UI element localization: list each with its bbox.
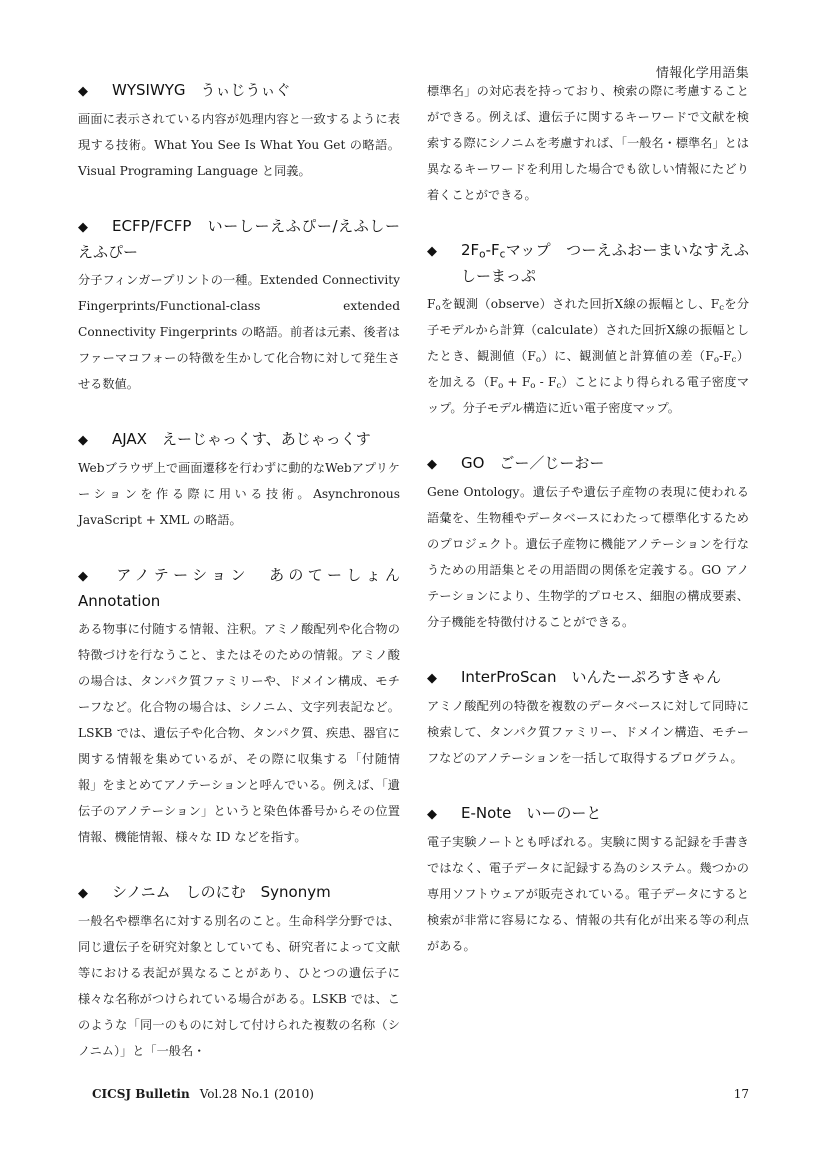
right-column (427, 78, 749, 989)
entry-body: $F_o$を観測（observe）された回折X線の振幅とし、$F_c$を分子モデルから計算（calculate）された回折X線の振幅としたとき、観測値$(F_o)$に、観測値と計算値の差$(F_o-F_c)$を加える$(F_o + F_o - F_c)$ことにより得られる電子密度マップ。分子モデル構造に近い電子密度マップ。 (427, 297, 750, 415)
diamond-bullet-icon: ◆ (427, 671, 437, 686)
entry-heading-text: $2F_o-F_c$マップ つーえふおーまいなすえふしーまっぷ (461, 241, 749, 285)
entry-heading (78, 427, 400, 453)
entry-heading (78, 214, 400, 265)
page-header-title: 情報化学用語集 (655, 66, 749, 81)
glossary-entry (78, 78, 400, 184)
entry-heading (427, 801, 749, 827)
diamond-bullet-icon: ◆ (78, 886, 88, 901)
entry-heading-text: InterProScan いんたーぷろすきゃん (461, 668, 722, 686)
entry-heading (78, 78, 400, 104)
glossary-entry (427, 238, 749, 421)
entry-body: 画面に表示されている内容が処理内容と一致するように表現する技術。What You See Is What You Get の略語。Visual Programing Language と同義。 (78, 112, 400, 178)
footer-page-number: 17 (733, 1087, 749, 1101)
footer-citation (92, 1087, 314, 1101)
diamond-bullet-icon: ◆ (427, 457, 437, 472)
entry-body: Gene Ontology。遺伝子や遺伝子産物の表現に使われる語彙を、生物種やデータベースにわたって標準化するためのプロジェクト。遺伝子産物に機能アノテーションを行なうための用語集とその用語間の関係を定義する。GO アノテーションにより、生物学的プロセス、細胞の構成要素、分子機能を特徴付けることができる。 (427, 485, 749, 629)
page-footer (92, 1087, 749, 1101)
diamond-bullet-icon: ◆ (427, 244, 437, 259)
entry-heading-text: AJAX えーじゃっくす、あじゃっくす (112, 430, 371, 448)
entry-heading-text: ECFP/FCFP いーしーえふぴー/えふしーえふぴー (78, 217, 400, 261)
glossary-entry (427, 451, 749, 635)
entry-heading-text: WYSIWYG うぃじうぃぐ (112, 81, 291, 99)
entry-heading-text: GO ごー／じーおー (461, 454, 605, 472)
diamond-bullet-icon: ◆ (78, 84, 88, 99)
glossary-entry (78, 880, 400, 1064)
entry-body: Webブラウザ上で画面遷移を行わずに動的なWebアプリケーションを作る際に用いる技術。Asynchronous JavaScript + XML の略語。 (78, 461, 400, 527)
entry-heading (427, 238, 749, 289)
entry-body: アミノ酸配列の特徴を複数のデータベースに対して同時に検索して、タンパク質ファミリー、ドメイン構造、モチーフなどのアノテーションを一括して取得するプログラム。 (427, 699, 749, 765)
diamond-bullet-icon: ◆ (78, 433, 88, 448)
glossary-entry (78, 563, 400, 850)
entry-body-continued: 標準名」の対応表を持っており、検索の際に考慮することができる。例えば、遺伝子に関するキーワードで文献を検索する際にシノニムを考慮すれば、「一般名・標準名」とは異なるキーワードを利用した場合でも欲しい情報にたどり着くことができる。 (427, 84, 749, 202)
entry-body: 分子フィンガープリントの一種。Extended Connectivity Fingerprints/Functional-class extended Connectivity Fingerprints の略語。前者は元素、後者はファーマコフォーの特徴を生かして化合物に対して発生させる数値。 (78, 273, 400, 391)
entry-body: 電子実験ノートとも呼ばれる。実験に関する記録を手書きではなく、電子データに記録する為のシステム。幾つかの専用ソフトウェアが販売されている。電子データにすると検索が非常に容易になる、情報の共有化が出来る等の利点がある。 (427, 835, 749, 953)
glossary-entry-continued (427, 78, 749, 208)
diamond-bullet-icon: ◆ (427, 807, 437, 822)
glossary-entry (427, 801, 749, 959)
entry-heading (78, 880, 400, 906)
entry-body: ある物事に付随する情報、注釈。アミノ酸配列や化合物の特徴づけを行なうこと、またはそのための情報。アミノ酸の場合は、タンパク質ファミリーや、ドメイン構成、モチーフなど。化合物の場合は、シノニム、文字列表記など。LSKB では、遺伝子や化合物、タンパク質、疾患、器官に関する情報を集めているが、その際に収集する「付随情報」をまとめてアノテーションと呼んでいる。例えば、「遺伝子のアノテーション」というと染色体番号からその位置情報、機能情報、様々な ID などを指す。 (78, 622, 400, 844)
left-column (78, 78, 400, 1094)
entry-body: 一般名や標準名に対する別名のこと。生命科学分野では、同じ遺伝子を研究対象としていても、研究者によって文献等における表記が異なることがあり、ひとつの遺伝子に様々な名称がつけられている場合がある。LSKB では、このような「同一のものに対して付けられた複数の名称（シノニム）」と「一般名・ (78, 914, 400, 1058)
diamond-bullet-icon: ◆ (78, 220, 88, 235)
entry-heading-text: E-Note いーのーと (461, 804, 602, 822)
glossary-entry (427, 665, 749, 771)
entry-heading (78, 563, 400, 614)
glossary-entry (78, 214, 400, 397)
footer-volume: Vol.28 No.1 (2010) (199, 1087, 314, 1101)
diamond-bullet-icon: ◆ (78, 569, 88, 584)
entry-heading (427, 665, 749, 691)
entry-heading-text: アノテーション あのてーしょん Annotation (78, 566, 400, 610)
footer-journal-name: CICSJ Bulletin (92, 1087, 190, 1101)
glossary-entry (78, 427, 400, 533)
entry-heading-text: シノニム しのにむ Synonym (112, 883, 331, 901)
entry-heading (427, 451, 749, 477)
